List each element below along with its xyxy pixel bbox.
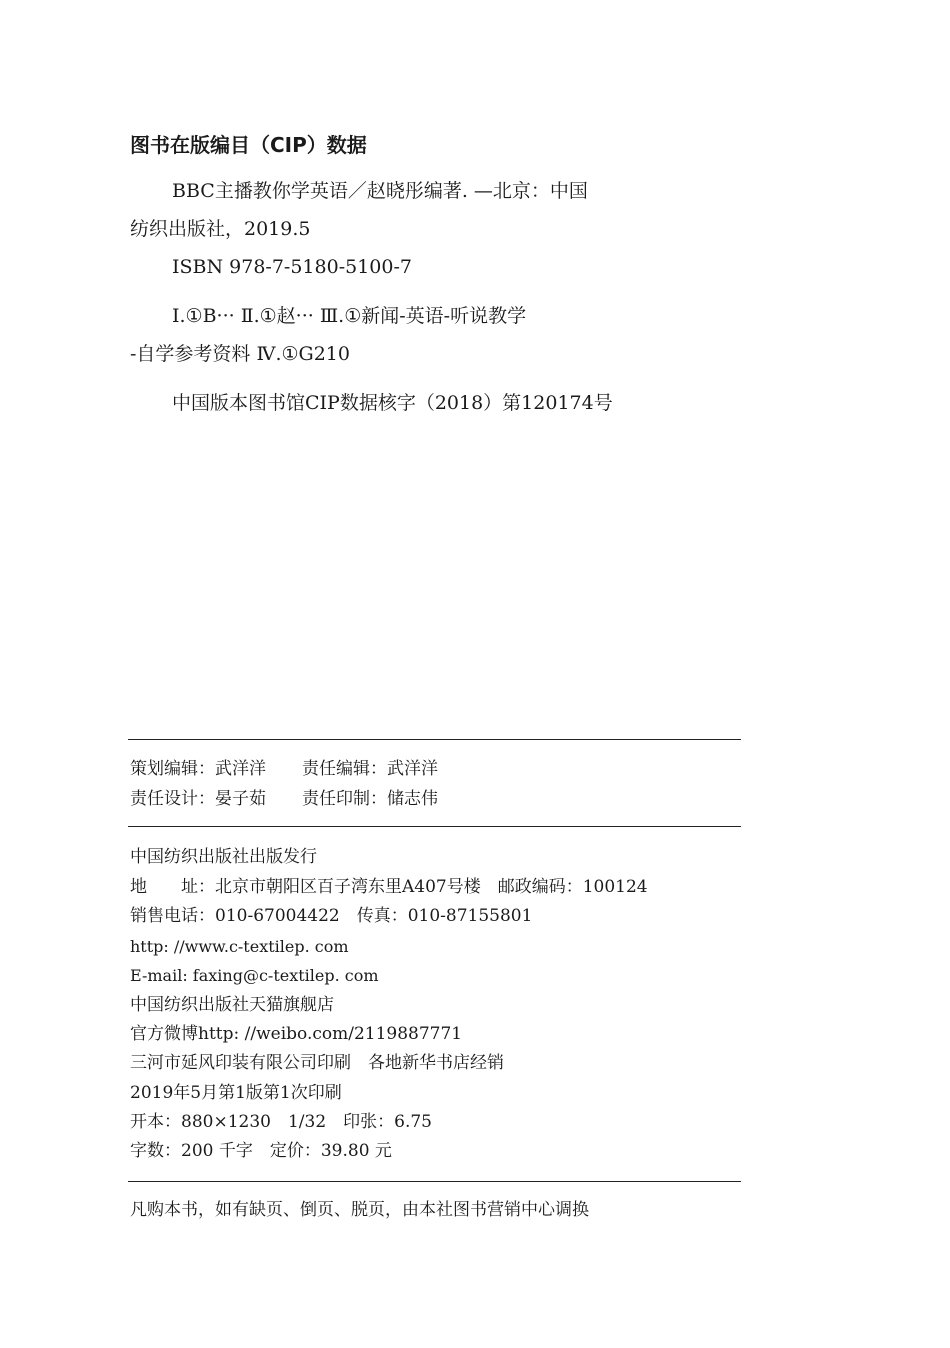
publisher-printing: 三河市延风印装有限公司印刷 各地新华书店经销 — [130, 1053, 504, 1073]
publisher-format: 开本：880×1230 1/32 印张：6.75 — [130, 1112, 432, 1132]
footer-notice: 凡购本书，如有缺页、倒页、脱页，由本社图书营销中心调换 — [130, 1200, 589, 1220]
planning-editor: 策划编辑：武洋洋 — [130, 759, 266, 779]
publisher-edition: 2019年5月第1版第1次印刷 — [130, 1083, 342, 1103]
cip-classification-line-2: -自学参考资料 Ⅳ.①G210 — [130, 343, 350, 365]
divider-bottom — [128, 1181, 741, 1182]
cip-record-line-1: BBC主播教你学英语／赵晓彤编著. —北京：中国 — [172, 180, 588, 202]
cip-classification-line-1: Ⅰ.①B··· Ⅱ.①赵··· Ⅲ.①新闻-英语-听说教学 — [172, 305, 527, 327]
cip-isbn: ISBN 978-7-5180-5100-7 — [172, 256, 412, 278]
publisher-website: http: //www.c-textilep. com — [130, 937, 349, 956]
responsible-editor: 责任编辑：武洋洋 — [302, 759, 438, 779]
credits-row-1 — [130, 758, 438, 780]
responsible-printing: 责任印制：储志伟 — [302, 789, 438, 809]
publisher-phone: 销售电话：010-67004422 传真：010-87155801 — [130, 906, 533, 926]
cip-number: 中国版本图书馆CIP数据核字（2018）第120174号 — [172, 392, 613, 414]
cip-record-line-2: 纺织出版社，2019.5 — [130, 218, 311, 240]
publisher-tmall-store: 中国纺织出版社天猫旗舰店 — [130, 995, 334, 1015]
publisher-words-price: 字数：200 千字 定价：39.80 元 — [130, 1141, 392, 1161]
publisher-name: 中国纺织出版社出版发行 — [130, 847, 317, 867]
divider-middle — [128, 826, 741, 827]
credits-row-2 — [130, 788, 438, 810]
cip-heading: 图书在版编目（CIP）数据 — [130, 133, 367, 157]
responsible-design: 责任设计：晏子茹 — [130, 789, 266, 809]
divider-top — [128, 739, 741, 740]
publisher-address: 地 址：北京市朝阳区百子湾东里A407号楼 邮政编码：100124 — [130, 877, 648, 897]
publisher-email: E-mail: faxing@c-textilep. com — [130, 966, 379, 985]
publisher-weibo: 官方微博http: //weibo.com/2119887771 — [130, 1024, 463, 1044]
